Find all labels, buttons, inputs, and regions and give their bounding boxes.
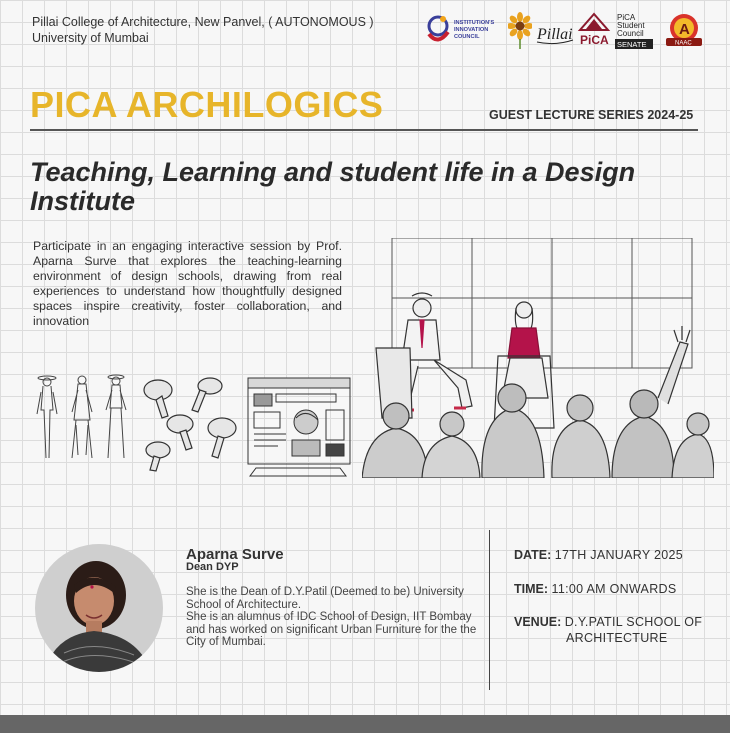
fashion-sketch-illustration xyxy=(32,370,134,460)
senate-label: SENATE xyxy=(617,40,647,49)
speaker-avatar xyxy=(34,543,164,673)
iic-line-2: INNOVATION xyxy=(454,27,489,33)
footer-bar xyxy=(0,715,730,733)
naac-logo xyxy=(660,12,708,52)
lecture-description: Participate in an engaging interactive session by Prof. Aparna Surve that explores the teaching-learning environment of design schools, drawing from real experiences to understand how thoughtfully designed spaces inspire creativity, foster collaboration, and innovation xyxy=(33,239,342,328)
pillai-signature-logo xyxy=(535,12,575,50)
pillai-logo-text: Pillai xyxy=(537,26,573,43)
naac-grade: A xyxy=(679,21,690,38)
title-divider xyxy=(30,129,698,131)
iic-logo xyxy=(424,12,506,52)
institution-name: Pillai College of Architecture, New Panvel, ( AUTONOMOUS ) xyxy=(32,15,374,29)
product-sketch-illustration xyxy=(140,372,244,472)
event-time xyxy=(514,582,677,596)
svg-text:PiCA: PiCA xyxy=(617,13,636,22)
svg-text:Council: Council xyxy=(617,29,644,38)
svg-text:Student: Student xyxy=(617,21,645,30)
lecture-title: Teaching, Learning and student life in a Design Institute xyxy=(30,157,636,216)
pica-logo-text: PiCA xyxy=(580,33,609,47)
institution-header xyxy=(32,14,374,46)
time-label: TIME: xyxy=(514,582,549,596)
time-value: 11:00 AM ONWARDS xyxy=(551,582,677,596)
interface-sketch-illustration xyxy=(246,372,354,478)
lecture-series-label: GUEST LECTURE SERIES 2024-25 xyxy=(489,108,694,122)
speaker-bio-line-2: She is an alumnus of IDC School of Design, IIT Bombay and has worked on significant Urban Furniture for the the City of Mumbai. xyxy=(186,611,477,648)
speaker-name: Aparna Surve xyxy=(186,546,284,563)
venue-value-line-2: ARCHITECTURE xyxy=(566,631,668,645)
speaker-role: Dean DYP xyxy=(186,561,239,573)
venue-label: VENUE: xyxy=(514,615,562,629)
emblem-flower-icon xyxy=(508,12,532,50)
student-council-logo xyxy=(614,12,654,52)
info-divider xyxy=(489,530,490,690)
venue-value-line-1: D.Y.PATIL SCHOOL OF xyxy=(564,615,703,629)
university-name: University of Mumbai xyxy=(32,31,149,45)
speaker-bio xyxy=(186,586,486,649)
logo-strip xyxy=(424,12,709,52)
pica-logo xyxy=(576,12,612,50)
event-venue xyxy=(514,615,702,629)
iic-line-1: INSTITUTION'S xyxy=(454,20,495,26)
speaker-bio-line-1: She is the Dean of D.Y.Patil (Deemed to be) University School of Architecture. xyxy=(186,586,464,611)
date-value: 17TH JANUARY 2025 xyxy=(554,548,684,562)
naac-text: NAAC xyxy=(675,40,692,47)
classroom-scene-illustration xyxy=(362,238,714,478)
event-venue-line-2 xyxy=(566,631,668,645)
event-brand-title: PICA ARCHILOGICS xyxy=(30,84,384,125)
event-date xyxy=(514,548,683,562)
date-label: DATE: xyxy=(514,548,552,562)
iic-line-3: COUNCIL xyxy=(454,34,480,40)
